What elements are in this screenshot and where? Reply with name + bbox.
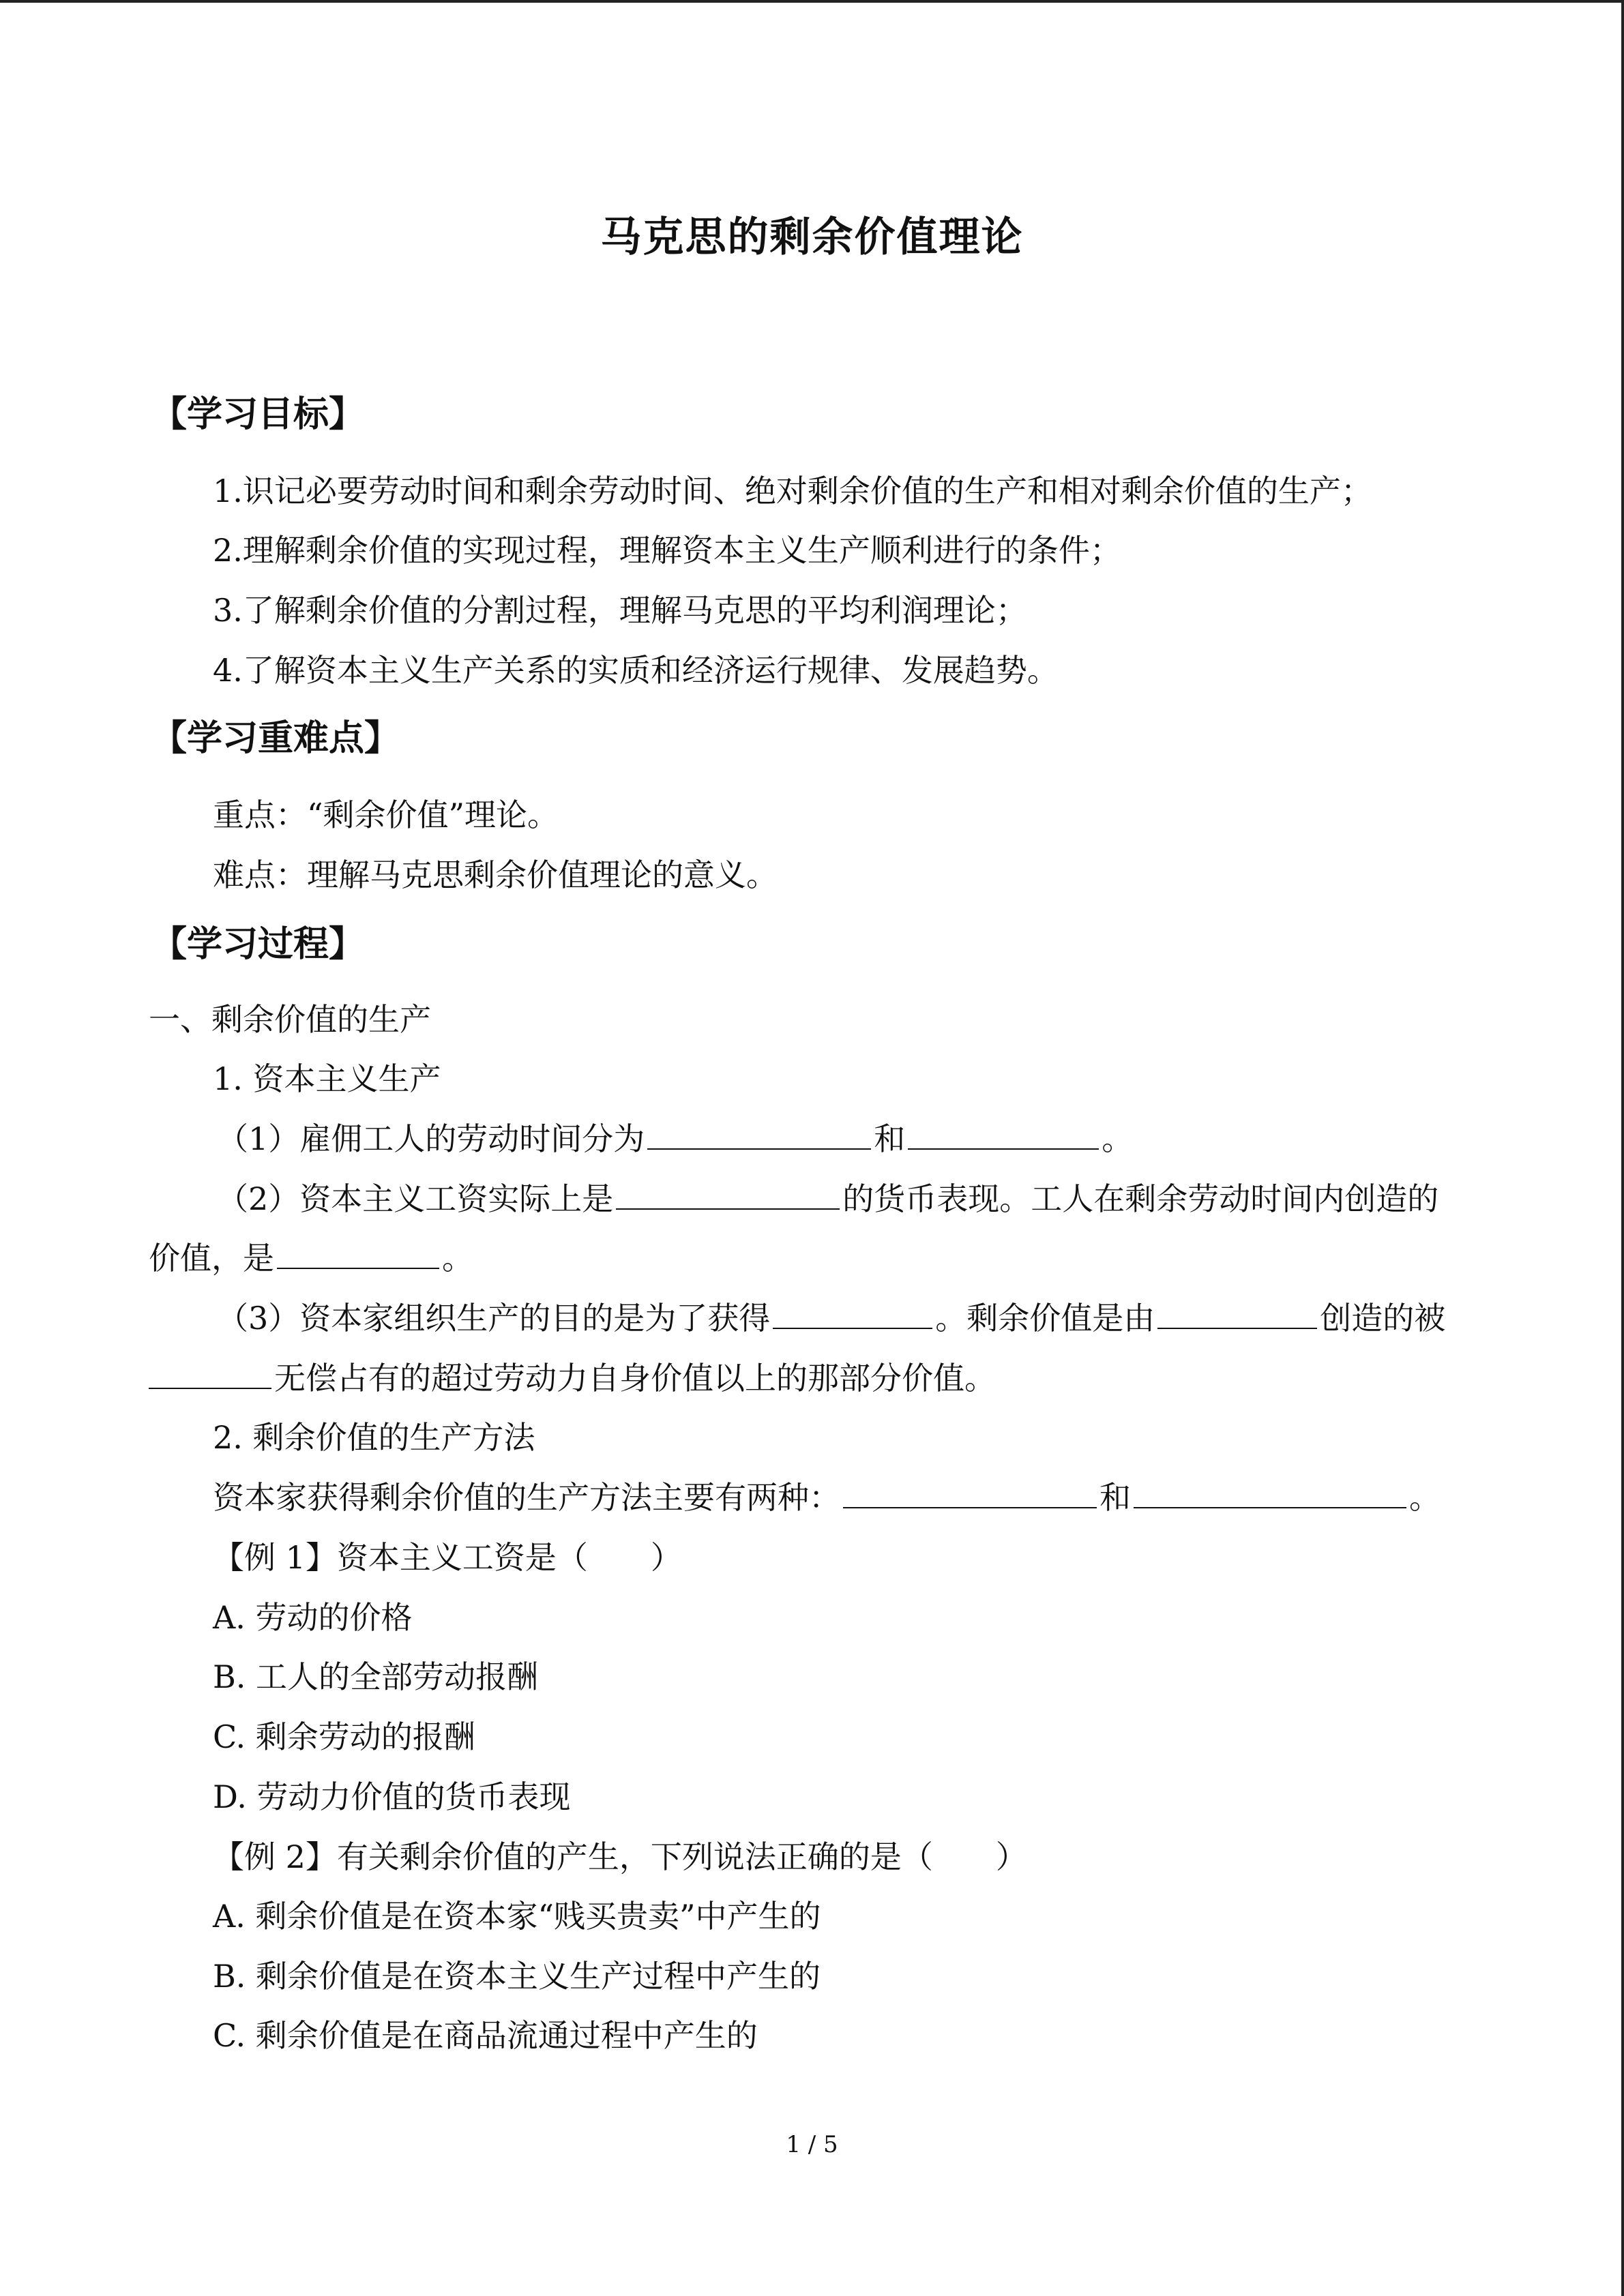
section1-title: 一、剩余价值的生产: [149, 1001, 431, 1038]
objective-item-2: 2.理解剩余价值的实现过程，理解资本主义生产顺利进行的条件；: [213, 532, 1121, 569]
question-3-line-1: [217, 1298, 1445, 1339]
document-title: 马克思的剩余价值理论: [600, 213, 1024, 261]
difficulty-point: 难点：理解马克思剩余价值理论的意义。: [213, 856, 778, 893]
question-2-text-a: （2）资本主义工资实际上是: [217, 1180, 614, 1217]
methods-text-c: 。: [1409, 1479, 1441, 1516]
example-1-option-a[interactable]: A. 劳动的价格: [213, 1599, 413, 1636]
question-3-text-b: 。剩余价值是由: [935, 1300, 1155, 1337]
answer-blank-3b[interactable]: [1157, 1299, 1317, 1329]
sub2-title: 2. 剩余价值的生产方法: [213, 1419, 535, 1456]
example-1-option-d[interactable]: D. 劳动力价值的货币表现: [213, 1778, 571, 1815]
example-1-option-c[interactable]: C. 剩余劳动的报酬: [213, 1718, 475, 1755]
objective-item-3: 3.了解剩余价值的分割过程，理解马克思的平均利润理论；: [213, 592, 1027, 629]
example-2-stem: 【例 2】有关剩余价值的产生，下列说法正确的是（ ）: [213, 1838, 1027, 1875]
question-1-text-b: 和: [874, 1120, 906, 1157]
answer-blank-1b[interactable]: [908, 1120, 1099, 1150]
focus-point: 重点：“剩余价值”理论。: [213, 796, 559, 833]
sub1-title: 1. 资本主义生产: [213, 1060, 441, 1097]
answer-blank-1a[interactable]: [647, 1120, 871, 1150]
example-2-option-c[interactable]: C. 剩余价值是在商品流通过程中产生的: [213, 2017, 758, 2054]
objectives-heading: 【学习目标】: [151, 394, 365, 435]
example-2-option-a[interactable]: A. 剩余价值是在资本家“贱买贵卖”中产生的: [213, 1898, 821, 1935]
objective-item-4: 4.了解资本主义生产关系的实质和经济运行规律、发展趋势。: [213, 652, 1059, 689]
answer-blank-2a[interactable]: [616, 1180, 840, 1210]
question-1-text-a: （1）雇佣工人的劳动时间分为: [217, 1120, 645, 1157]
question-1-text-c: 。: [1102, 1120, 1134, 1157]
question-3-text-a: （3）资本家组织生产的目的是为了获得: [217, 1300, 771, 1337]
answer-blank-3c[interactable]: [149, 1359, 271, 1389]
objective-item-1: 1.识记必要劳动时间和剩余劳动时间、绝对剩余价值的生产和相对剩余价值的生产；: [213, 473, 1372, 509]
answer-blank-3a[interactable]: [773, 1299, 932, 1329]
answer-blank-method-2[interactable]: [1134, 1478, 1406, 1508]
methods-text-b: 和: [1099, 1479, 1131, 1516]
example-1-option-b[interactable]: B. 工人的全部劳动报酬: [213, 1658, 539, 1695]
page-border-top: [0, 0, 1624, 3]
process-heading: 【学习过程】: [151, 924, 365, 965]
example-1-stem: 【例 1】资本主义工资是（ ）: [213, 1539, 682, 1576]
answer-blank-2b[interactable]: [277, 1239, 439, 1269]
question-3-text-c: 创造的被: [1320, 1300, 1446, 1337]
methods-line: [213, 1477, 1441, 1518]
question-2-text-d: 。: [442, 1240, 473, 1277]
example-2-option-b[interactable]: B. 剩余价值是在资本主义生产过程中产生的: [213, 1958, 821, 1995]
question-1: [217, 1118, 1133, 1159]
page-border-right: [1621, 0, 1624, 2296]
question-3-text-d: 无偿占有的超过劳动力自身价值以上的那部分价值。: [274, 1360, 996, 1397]
question-2-text-c: 价值，是: [149, 1240, 274, 1277]
question-2-line-2: [149, 1238, 473, 1279]
methods-text-a: 资本家获得剩余价值的生产方法主要有两种：: [213, 1479, 840, 1516]
question-2-line-1: [217, 1178, 1438, 1219]
question-3-line-2: [149, 1358, 996, 1399]
page-number: 1 / 5: [786, 2131, 838, 2158]
key-points-heading: 【学习重难点】: [151, 718, 400, 759]
question-2-text-b: 的货币表现。工人在剩余劳动时间内创造的: [842, 1180, 1439, 1217]
answer-blank-method-1[interactable]: [843, 1478, 1097, 1508]
